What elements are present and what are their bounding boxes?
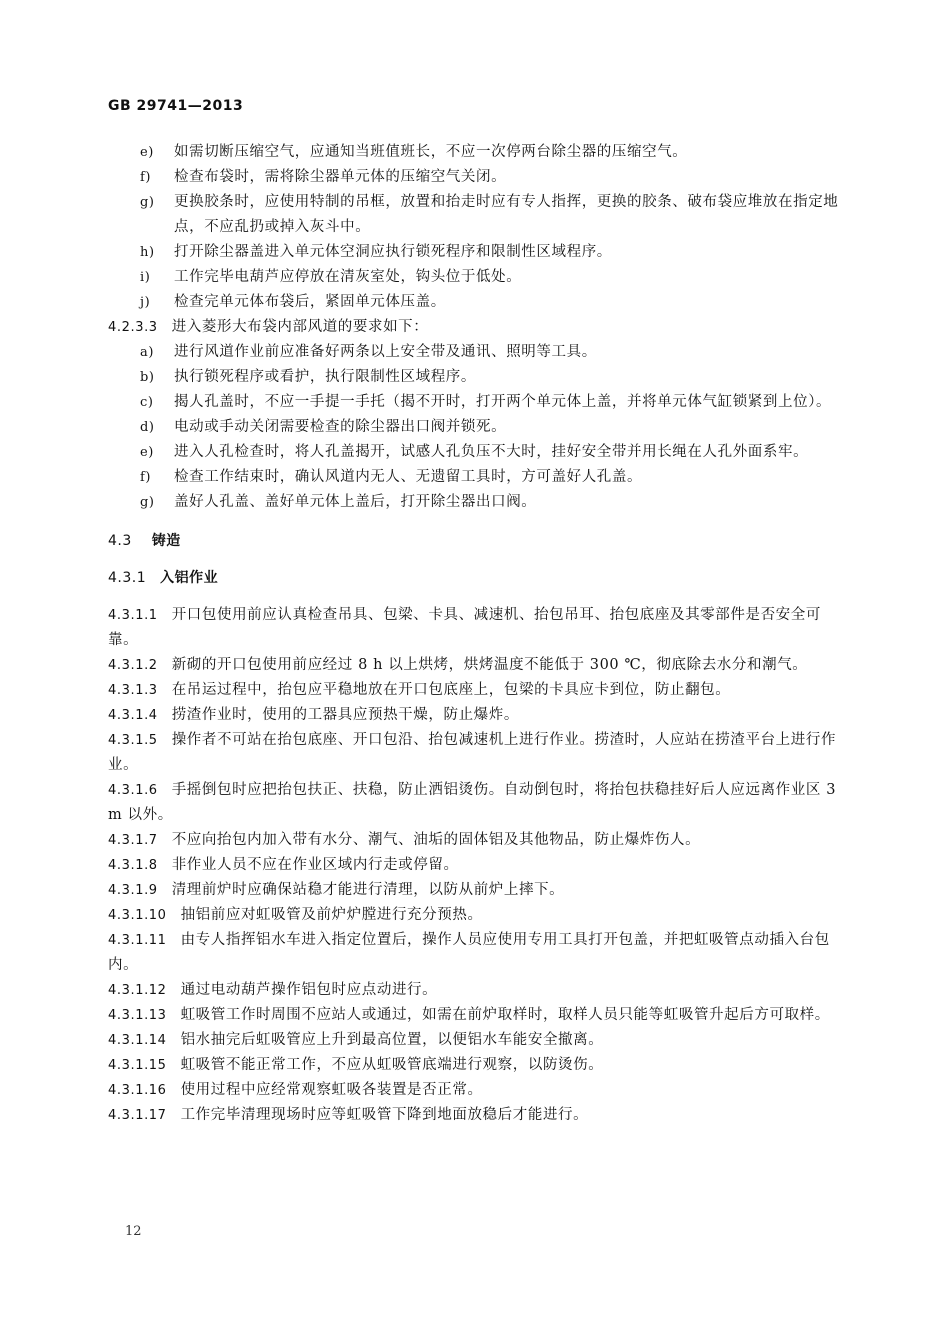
list-item bbox=[108, 465, 846, 490]
list-item bbox=[108, 140, 846, 165]
section-number: 4.3 bbox=[108, 533, 132, 549]
item-label: f) bbox=[140, 470, 152, 485]
clause-number: 4.3.1.3 bbox=[108, 683, 158, 698]
clause-text: 铝水抽完后虹吸管应上升到最高位置，以便铝水车能安全撤离。 bbox=[180, 1032, 604, 1048]
clause-4-2-3-3 bbox=[108, 315, 846, 340]
list-item bbox=[108, 290, 846, 315]
item-text: 工作完毕电葫芦应停放在清灰室处，钩头位于低处。 bbox=[174, 269, 522, 285]
clause-text: 新砌的开口包使用前应经过 8 h 以上烘烤，烘烤温度不能低于 300 ℃，彻底除去水分和潮气。 bbox=[171, 657, 808, 673]
clause-item bbox=[108, 878, 846, 903]
clause-number: 4.3.1.10 bbox=[108, 908, 167, 923]
item-text: 检查工作结束时，确认风道内无人、无遗留工具时，方可盖好人孔盖。 bbox=[174, 469, 643, 485]
section-number: 4.3.1 bbox=[108, 570, 147, 586]
item-text: 打开除尘器盖进入单元体空洞应执行锁死程序和限制性区域程序。 bbox=[174, 244, 612, 260]
clause-number: 4.2.3.3 bbox=[108, 320, 158, 335]
list-item bbox=[108, 390, 846, 415]
item-text: 盖好人孔盖、盖好单元体上盖后，打开除尘器出口阀。 bbox=[174, 494, 537, 510]
clause-number: 4.3.1.9 bbox=[108, 883, 158, 898]
clause-text: 通过电动葫芦操作铝包时应点动进行。 bbox=[180, 982, 438, 998]
item-label: e) bbox=[140, 445, 154, 460]
item-label: g) bbox=[140, 195, 155, 210]
clause-item bbox=[108, 678, 846, 703]
clause-item bbox=[108, 828, 846, 853]
list-item bbox=[108, 265, 846, 290]
clause-number: 4.3.1.12 bbox=[108, 983, 167, 998]
item-label: c) bbox=[140, 395, 154, 410]
clause-text: 操作者不可站在抬包底座、开口包沿、抬包减速机上进行作业。捞渣时，人应站在捞渣平台上进行作业。 bbox=[108, 732, 837, 773]
item-label: d) bbox=[140, 420, 155, 435]
clause-number: 4.3.1.1 bbox=[108, 608, 158, 623]
clause-number: 4.3.1.6 bbox=[108, 783, 158, 798]
clause-number: 4.3.1.16 bbox=[108, 1083, 167, 1098]
clause-number: 4.3.1.14 bbox=[108, 1033, 167, 1048]
clause-number: 4.3.1.13 bbox=[108, 1008, 167, 1023]
clause-number: 4.3.1.5 bbox=[108, 733, 158, 748]
clause-text: 使用过程中应经常观察虹吸各装置是否正常。 bbox=[180, 1082, 483, 1098]
clause-item bbox=[108, 853, 846, 878]
list-item bbox=[108, 165, 846, 190]
clause-item bbox=[108, 1078, 846, 1103]
item-label: j) bbox=[140, 295, 151, 310]
item-label: g) bbox=[140, 495, 155, 510]
clause-item bbox=[108, 728, 846, 778]
section-heading-4-3 bbox=[108, 529, 846, 554]
item-text: 如需切断压缩空气，应通知当班值班长，不应一次停两台除尘器的压缩空气。 bbox=[174, 144, 688, 160]
clause-item bbox=[108, 1003, 846, 1028]
clause-text: 非作业人员不应在作业区域内行走或停留。 bbox=[171, 857, 459, 873]
list-item bbox=[108, 490, 846, 515]
clause-item bbox=[108, 603, 846, 653]
page-number: 12 bbox=[125, 1224, 142, 1239]
clause-text: 捞渣作业时，使用的工器具应预热干燥，防止爆炸。 bbox=[171, 707, 519, 723]
item-text: 进入人孔检查时，将人孔盖揭开，试感人孔负压不大时，挂好安全带并用长绳在人孔外面系牢。 bbox=[174, 444, 809, 460]
list-item bbox=[108, 365, 846, 390]
clause-list bbox=[108, 603, 846, 1128]
clause-text: 不应向抬包内加入带有水分、潮气、油垢的固体铝及其他物品，防止爆炸伤人。 bbox=[171, 832, 701, 848]
item-text: 检查完单元体布袋后，紧固单元体压盖。 bbox=[174, 294, 446, 310]
clause-item bbox=[108, 928, 846, 978]
list-item bbox=[108, 415, 846, 440]
item-label: i) bbox=[140, 270, 151, 285]
clause-text: 虹吸管工作时周围不应站人或通过，如需在前炉取样时，取样人员只能等虹吸管升起后方可取样。 bbox=[180, 1007, 830, 1023]
item-text: 进行风道作业前应准备好两条以上安全带及通讯、照明等工具。 bbox=[174, 344, 597, 360]
clause-text: 由专人指挥铝水车进入指定位置后，操作人员应使用专用工具打开包盖，并把虹吸管点动插入台包内。 bbox=[108, 932, 830, 973]
item-text: 揭人孔盖时，不应一手提一手托（揭不开时，打开两个单元体上盖，并将单元体气缸锁紧到上位）。 bbox=[174, 394, 832, 410]
clause-text: 虹吸管不能正常工作，不应从虹吸管底端进行观察，以防烫伤。 bbox=[180, 1057, 604, 1073]
item-label: h) bbox=[140, 245, 155, 260]
list-item bbox=[108, 190, 846, 240]
clause-text: 工作完毕清理现场时应等虹吸管下降到地面放稳后才能进行。 bbox=[180, 1107, 589, 1123]
clause-number: 4.3.1.15 bbox=[108, 1058, 167, 1073]
item-label: a) bbox=[140, 345, 155, 360]
list-items-b bbox=[108, 340, 846, 515]
clause-number: 4.3.1.8 bbox=[108, 858, 158, 873]
item-text: 执行锁死程序或看护，执行限制性区域程序。 bbox=[174, 369, 476, 385]
list-item bbox=[108, 340, 846, 365]
clause-item bbox=[108, 1103, 846, 1128]
clause-item bbox=[108, 703, 846, 728]
item-label: b) bbox=[140, 370, 155, 385]
list-items-a bbox=[108, 140, 846, 315]
clause-text: 清理前炉时应确保站稳才能进行清理，以防从前炉上摔下。 bbox=[171, 882, 565, 898]
clause-item bbox=[108, 903, 846, 928]
item-label: f) bbox=[140, 170, 152, 185]
clause-number: 4.3.1.11 bbox=[108, 933, 167, 948]
section-heading-4-3-1 bbox=[108, 566, 846, 591]
clause-item bbox=[108, 1053, 846, 1078]
clause-number: 4.3.1.17 bbox=[108, 1108, 167, 1123]
clause-number: 4.3.1.2 bbox=[108, 658, 158, 673]
item-label: e) bbox=[140, 145, 154, 160]
clause-item bbox=[108, 778, 846, 828]
item-text: 检查布袋时，需将除尘器单元体的压缩空气关闭。 bbox=[174, 169, 507, 185]
clause-item bbox=[108, 653, 846, 678]
standard-header: GB 29741—2013 bbox=[108, 98, 244, 114]
clause-item bbox=[108, 978, 846, 1003]
item-text: 电动或手动关闭需要检查的除尘器出口阀并锁死。 bbox=[174, 419, 507, 435]
document-body bbox=[108, 140, 846, 1128]
section-title: 铸造 bbox=[151, 533, 181, 549]
item-text: 更换胶条时，应使用特制的吊框，放置和抬走时应有专人指挥，更换的胶条、破布袋应堆放在指定地点，不应乱扔或掉入灰斗中。 bbox=[174, 194, 839, 235]
clause-text: 抽铝前应对虹吸管及前炉炉膛进行充分预热。 bbox=[180, 907, 483, 923]
section-title: 入铝作业 bbox=[160, 570, 219, 586]
list-item bbox=[108, 240, 846, 265]
clause-text: 手摇倒包时应把抬包扶正、扶稳，防止洒铝烫伤。自动倒包时，将抬包扶稳挂好后人应远离作业区 3 m 以外。 bbox=[108, 782, 837, 823]
clause-text: 在吊运过程中，抬包应平稳地放在开口包底座上，包梁的卡具应卡到位，防止翻包。 bbox=[171, 682, 731, 698]
clause-number: 4.3.1.7 bbox=[108, 833, 158, 848]
clause-number: 4.3.1.4 bbox=[108, 708, 158, 723]
clause-text: 进入菱形大布袋内部风道的要求如下： bbox=[171, 319, 429, 335]
list-item bbox=[108, 440, 846, 465]
clause-item bbox=[108, 1028, 846, 1053]
clause-text: 开口包使用前应认真检查吊具、包梁、卡具、减速机、抬包吊耳、抬包底座及其零部件是否安全可靠。 bbox=[108, 607, 821, 648]
